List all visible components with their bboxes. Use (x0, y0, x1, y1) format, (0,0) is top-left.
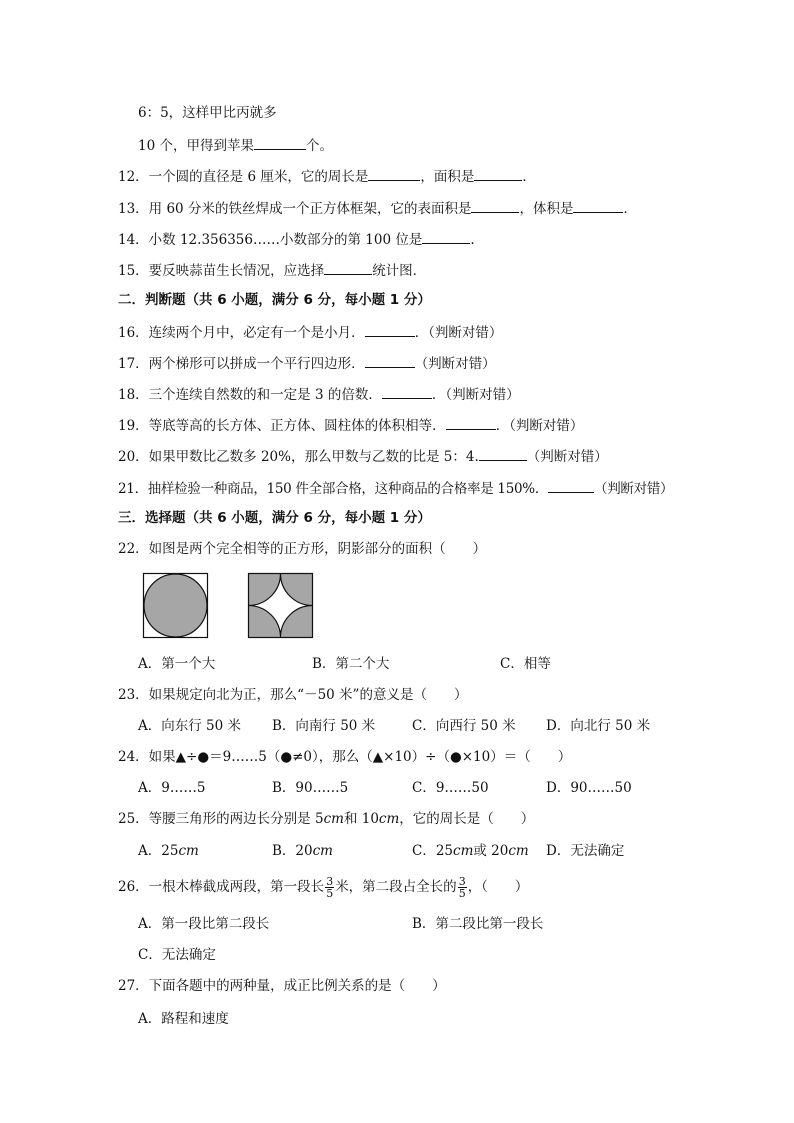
question-22-stem: 22．如图是两个完全相等的正方形，阴影部分的面积（ ） (118, 541, 487, 557)
section-heading-judgement: 二．判断题（共 6 小题，满分 6 分，每小题 1 分） (118, 292, 431, 308)
q25-option-a[interactable] (138, 842, 199, 860)
question-12 (118, 166, 536, 186)
q23-option-a[interactable]: A．向东行 50 米 (138, 718, 242, 734)
question-17 (118, 353, 496, 373)
q12-mid: ，面积是 (420, 169, 475, 185)
q19-end: ．（判断对错） (495, 418, 584, 434)
answer-blank (446, 415, 496, 430)
question-16 (118, 322, 502, 342)
q25-option-c[interactable] (412, 842, 529, 860)
q14-end: . (470, 232, 475, 248)
fraction-denominator: 5 (326, 887, 334, 900)
answer-blank (324, 260, 372, 275)
q11-line2 (138, 135, 333, 155)
q24-option-a[interactable]: A．9……5 (138, 780, 206, 796)
answer-blank (254, 135, 306, 150)
question-19 (118, 415, 583, 435)
q20-text: 20．如果甲数比乙数多 20%，那么甲数与乙数的比是 5：4. (118, 449, 479, 465)
answer-blank (573, 198, 623, 213)
question-25-stem (118, 810, 534, 828)
q13-text: 13．用 60 分米的铁丝焊成一个正方体框架，它的表面积是 (118, 201, 472, 217)
unit-cm: cm (378, 811, 400, 827)
q26-option-c[interactable]: C．无法确定 (138, 947, 216, 963)
q24-option-b[interactable]: B．90……5 (272, 780, 349, 796)
fraction-numerator: 3 (326, 875, 334, 888)
q17-end: （判断对错） (414, 356, 496, 372)
unit-cm: cm (312, 843, 333, 859)
section-heading-choice: 三．选择题（共 6 小题，满分 6 分，每小题 1 分） (118, 510, 431, 526)
q22-option-a[interactable]: A．第一个大 (138, 656, 216, 672)
q25-option-b-text: B．20 (272, 843, 313, 859)
q13-end: ． (623, 201, 637, 217)
q11-text: 10 个，甲得到苹果 (138, 138, 254, 154)
fraction-three-fifths (458, 876, 467, 899)
question-18 (118, 384, 520, 404)
q12-end: ． (522, 169, 536, 185)
q26-text-c: ，（ ） (467, 879, 529, 895)
q27-option-a[interactable]: A．路程和速度 (138, 1011, 229, 1027)
q26-option-b[interactable]: B．第二段比第一段长 (412, 916, 544, 932)
answer-blank (471, 198, 519, 213)
q22-option-b[interactable]: B．第二个大 (312, 656, 390, 672)
question-26-stem (118, 874, 528, 900)
answer-blank (365, 353, 415, 368)
q25-text-b: 和 10 (343, 811, 379, 827)
q22-option-c[interactable]: C．相等 (500, 656, 551, 672)
answer-blank (479, 446, 527, 461)
q24-option-d[interactable]: D．90……50 (546, 780, 632, 796)
q25-option-c-text: C．25 (412, 843, 454, 859)
q25-option-d[interactable]: D．无法确定 (546, 843, 625, 859)
q25-option-b[interactable] (272, 842, 333, 860)
unit-cm: cm (453, 843, 474, 859)
q16-end: ．（判断对错） (414, 325, 503, 341)
answer-blank (548, 478, 594, 493)
q20-end: （判断对错） (526, 449, 608, 465)
q25-option-a-text: A．25 (138, 843, 179, 859)
q25-text-c: ，它的周长是（ ） (399, 811, 535, 827)
q23-option-c[interactable]: C．向西行 50 米 (412, 718, 516, 734)
answer-blank (382, 384, 432, 399)
q23-option-d[interactable]: D．向北行 50 米 (546, 718, 651, 734)
q12-text: 12．一个圆的直径是 6 厘米，它的周长是 (118, 169, 369, 185)
answer-blank (365, 322, 415, 337)
question-20 (118, 446, 608, 466)
q15-text: 15．要反映蒜苗生长情况，应选择 (118, 263, 325, 279)
q11-line1: 6：5，这样甲比丙就多 (138, 105, 277, 121)
q25-option-c-text2: 或 20 (473, 843, 509, 859)
fraction-numerator: 3 (458, 875, 466, 888)
q21-text: 21．抽样检验一种商品，150 件全部合格，这种商品的合格率是 150%． (118, 481, 549, 497)
q26-text-b: 米，第二段占全长的 (335, 879, 457, 895)
question-24-stem: 24．如果▲÷●＝9……5（●≠0），那么（▲×10）÷（●×10）＝（ ） (118, 749, 572, 765)
q26-text-a: 26．一根木棒截成两段，第一段长 (118, 879, 325, 895)
answer-blank (368, 166, 420, 181)
question-13 (118, 198, 637, 218)
q18-end: ．（判断对错） (431, 387, 520, 403)
q26-option-a[interactable]: A．第一段比第二段长 (138, 916, 270, 932)
question-15 (118, 260, 426, 280)
square-with-quarter-circles (249, 574, 313, 638)
q16-text: 16．连续两个月中，必定有一个是小月． (118, 325, 365, 341)
unit-cm: cm (323, 811, 344, 827)
q24-option-c[interactable]: C．9……50 (412, 780, 489, 796)
q17-text: 17．两个梯形可以拼成一个平行四边形． (118, 356, 365, 372)
answer-blank (474, 166, 522, 181)
fraction-denominator: 5 (458, 887, 466, 900)
q25-text-a: 25．等腰三角形的两边长分别是 5 (118, 811, 324, 827)
unit-cm: cm (178, 843, 199, 859)
q23-option-b[interactable]: B．向南行 50 米 (272, 718, 376, 734)
q13-mid: ，体积是 (519, 201, 574, 217)
question-27-stem: 27．下面各题中的两种量，成正比例关系的是（ ） (118, 978, 446, 994)
q14-text: 14．小数 12.356356……小数部分的第 100 位是 (118, 232, 423, 248)
q19-text: 19．等底等高的长方体、正方体、圆柱体的体积相等． (118, 418, 446, 434)
answer-blank (422, 229, 470, 244)
q18-text: 18．三个连续自然数的和一定是 3 的倍数． (118, 387, 382, 403)
square-with-circle (144, 574, 208, 638)
q11-suffix: 个。 (305, 138, 333, 154)
q15-end: 统计图． (372, 263, 427, 279)
question-23-stem: 23．如果规定向北为正，那么“－50 米”的意义是（ ） (118, 687, 468, 703)
question-21 (118, 478, 673, 498)
question-14 (118, 229, 475, 249)
q21-end: （判断对错） (594, 481, 674, 497)
unit-cm: cm (508, 843, 529, 859)
q22-figure (142, 572, 317, 642)
fraction-three-fifths (325, 876, 334, 899)
